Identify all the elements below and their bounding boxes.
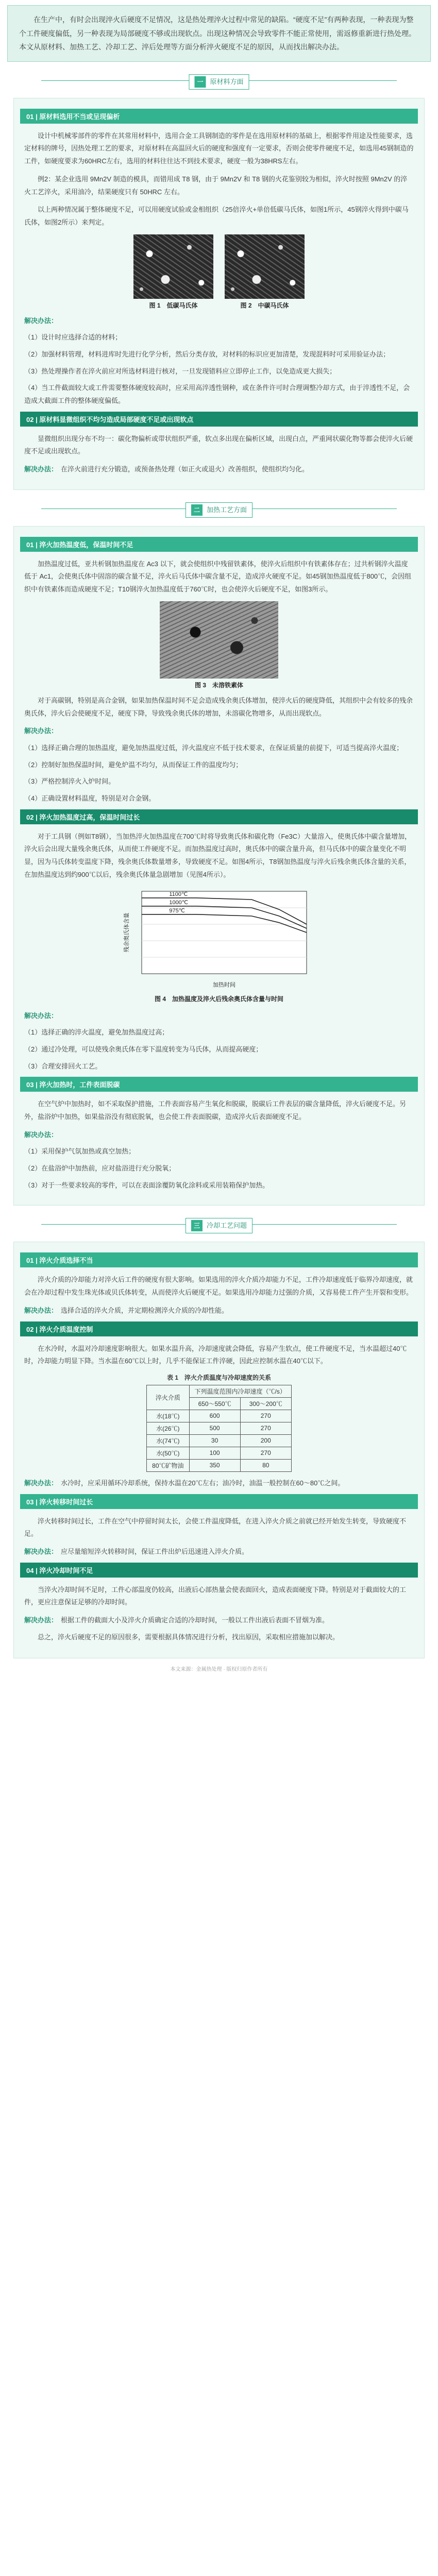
chart-caption: 图 4 加热温度及淬火后残余奥氏体含量与时间: [154, 995, 283, 1003]
solution-label: 解决办法：: [24, 1130, 58, 1139]
paragraph: 设计中机械零部件的零件在其常用材料中，选用合金工具钢制造的零件是在选用原材料的基础上，根据零件用途及性能要求，选定材料的牌号，因热处理工艺的要求，对原材料在高温回火后的硬度和强度有一定要求，否则会使零件硬度不足，如选用45钢制造的工件，如硬度要求为60HRC左右，选用的材料往往达不到技术要求，硬度一般为38HRS左右。: [24, 131, 414, 165]
subheading: 02 | 淬火加热温度过高，保温时间过长: [20, 809, 418, 824]
section-tag: [186, 1218, 252, 1233]
paragraph: 以上两种情况属于整体硬度不足，可以用硬度试验或金相组织（25倍淬火+单倍低碳马氏体，如图1所示，45钢淬火得到中碳马氏体，如图2所示）来判定。: [24, 206, 409, 226]
figure-row: [24, 601, 414, 689]
solution-item: （1）设计时应选择合适的材料；: [24, 333, 122, 342]
solution-label: 解决办法：: [24, 1479, 58, 1487]
solution-line: [24, 1304, 414, 1317]
figure: [133, 234, 213, 310]
figure: [160, 601, 278, 689]
subheading: 01 | 原材料选用不当或呈现偏析: [20, 109, 418, 124]
table-row: [147, 1422, 292, 1434]
solution-item: （4）当工件截面较大或工件需要整体硬度较高时，应采用高淬透性钢种，或在条件许可时合理调整冷却方式，由于淬透性不足，会造成大截面工件的整体硬度偏低。: [24, 384, 410, 405]
solution-item: （1）选择正确的淬火温度，避免加热温度过高；: [24, 1028, 169, 1037]
table-cell: 270: [240, 1447, 291, 1459]
section-header-2: [0, 490, 438, 526]
table-cell: 水(74℃): [147, 1434, 189, 1447]
section-header-3: [0, 1206, 438, 1242]
section-title: 加热工艺方面: [206, 505, 247, 514]
table-cell: 270: [240, 1422, 291, 1434]
table-row: [147, 1410, 292, 1422]
table-cell: 200: [240, 1434, 291, 1447]
x-axis-label: 加热时间: [213, 982, 235, 989]
solution-text: 根据工件的截面大小及淬火介质确定合适的冷却时间，一般以工件出液后表面不冒烟为准。: [61, 1616, 329, 1624]
footer-note: 本文来源：金属热处理 · 版权归原作者所有: [170, 1667, 268, 1673]
paragraph: 总之，淬火后硬度不足的原因很多，需要根据具体情况进行分析，找出原因，采取相应措施加以解决。: [38, 1633, 340, 1641]
solution-item: （3）热处理操作者在淬火前应对所选材料进行核对，一旦发现错料应立即停止工作，以免造成更大损失；: [24, 367, 336, 375]
solution-item: （3）严格控制淬火入炉时间。: [24, 777, 115, 786]
solution-label: 解决办法：: [24, 316, 58, 325]
table-header: 300～200℃: [240, 1397, 291, 1410]
table-cell: 水(26℃): [147, 1422, 189, 1434]
solution-item: （2）通过冷处理，可以使残余奥氏体在零下温度转变为马氏体，从而提高硬度；: [24, 1045, 263, 1053]
table-cell: 30: [189, 1434, 240, 1447]
table-row: [147, 1434, 292, 1447]
paragraph: 例2：某企业选用 9Mn2V 制造的模具，而错用成 T8 钢，由于 9Mn2V 和 T8 钢的火花鉴别较为相似，淬火时按照 9Mn2V 的淬火工艺淬火，采用油冷，结果硬度只有 50HRC 左右。: [24, 175, 408, 196]
subheading: 02 | 原材料显微组织不均匀造成局部硬度不足或出现软点: [20, 412, 418, 427]
paragraph: 在空气炉中加热时，如不采取保护措施，工件表面容易产生氧化和脱碳，脱碳后工件表层的碳含量降低，淬火后硬度不足。另外，盐浴炉中加热，如果盐浴没有彻底脱氧，也会使工件表面脱碳，造成淬火后表面硬度不足。: [24, 1100, 407, 1121]
table-header: 淬火介质: [147, 1385, 189, 1410]
solution-item: （3）对于一些要求较高的零件，可以在表面涂覆防氧化涂料或采用装箱保护加热。: [24, 1181, 269, 1189]
figure-caption: 图 2 中碳马氏体: [240, 301, 289, 309]
solution-text: 选择合适的淬火介质，并定期检测淬火介质的冷却性能。: [61, 1306, 229, 1314]
table-caption: 表 1 淬火介质温度与冷却速度的关系: [166, 1374, 271, 1381]
solution-label: 解决办法：: [24, 1011, 58, 1020]
table-cell: 80℃矿物油: [147, 1459, 189, 1471]
table-header: 下列温度范围内冷却速度（℃/s）: [189, 1385, 291, 1397]
solution-label: 解决办法：: [24, 1306, 58, 1314]
section-tag: [186, 502, 252, 518]
table-row: [147, 1459, 292, 1471]
figure-caption: 图 3 未溶铁素体: [194, 681, 243, 689]
table-cell: 水(18℃): [147, 1410, 189, 1422]
paragraph: 对于工具钢（例如T8钢），当加热淬火加热温度在700℃时将导致奥氏体和碳化物（Fe3C）大量溶入，使奥氏体中碳含量增加，淬火后会出现大量残余奥氏体，从而使工件硬度不足。而加热温度过高时，奥氏体中的碳含量升高，但马氏体中的碳含量变化不明显，因为马氏体转变温度下降，残余奥氏体数量增多，导致硬度不足。如图4所示，T8钢加热温度与淬火后残余奥氏体含量的关系，在加热温度达到约900℃以后，残余奥氏体量急剧增加（见图4所示）。: [24, 832, 412, 878]
series-label: 1000℃: [169, 900, 189, 906]
table-cell: 80: [240, 1459, 291, 1471]
solution-label: 解决办法：: [24, 727, 58, 735]
solution-item: （1）采用保护气氛加热或真空加热；: [24, 1147, 136, 1156]
subheading: 02 | 淬火介质温度控制: [20, 1321, 418, 1336]
solution-item: （3）合理安排回火工艺。: [24, 1062, 102, 1070]
solution-label-line: [24, 1129, 414, 1142]
solution-label-line: [24, 1010, 414, 1023]
solution-label: 解决办法：: [24, 1547, 58, 1555]
section-tag: [189, 74, 249, 90]
micrograph-image: [225, 234, 305, 299]
subheading: 04 | 淬火冷却时间不足: [20, 1563, 418, 1578]
table-cell: 100: [189, 1447, 240, 1459]
solution-text: 水冷时，应采用循环冷却系统，保持水温在20℃左右；油冷时，油温一般控制在60～80℃之间。: [61, 1479, 345, 1487]
paragraph: 当淬火冷却时间不足时，工件心部温度仍较高，出液后心部热量会使表面回火，造成表面硬度下降。特别是对于截面较大的工件，更应注意保证足够的冷却时间。: [24, 1585, 407, 1606]
section-card-2: [13, 526, 425, 1206]
solution-line: [24, 1546, 414, 1558]
section-card-1: [13, 98, 425, 490]
solution-item: （2）加强材料管理，材料进库时先进行化学分析，然后分类存放，对材料的标识应更加清楚，发现混料时可采用验证办法；: [24, 350, 390, 358]
subheading: 01 | 淬火介质选择不当: [20, 1252, 418, 1267]
series-label: 975℃: [169, 908, 186, 914]
table-header: 650～550℃: [189, 1397, 240, 1410]
series-label: 1100℃: [169, 891, 188, 898]
plot-frame: [142, 891, 307, 974]
solution-item: （2）控制好加热保温时间，避免炉温不均匀，从而保证工件的温度均匀；: [24, 760, 243, 769]
figure-row: [24, 234, 414, 310]
paragraph: 在水冷时，水温对冷却速度影响很大。如果水温升高，冷却速度就会降低，容易产生软点，使工件硬度不足，当水温超过40℃时，冷却能力明显下降。当水温在60℃以上时，几乎不能保证工件淬硬，因此应控制水温在40℃以下。: [24, 1344, 407, 1365]
table-cell: 350: [189, 1459, 240, 1471]
table-cell: 270: [240, 1410, 291, 1422]
solution-label-line: [24, 725, 414, 738]
paragraph: 显微组织出现分布不均一：碳化物偏析或带状组织严重，软点多出现在偏析区域，出现白点，严重网状碳化物等都会使淬火后硬度不足或出现软点。: [24, 434, 413, 455]
cooling-table: [146, 1385, 292, 1472]
micrograph-image: [160, 601, 278, 679]
micrograph-image: [133, 234, 213, 299]
table-cell: 水(50℃): [147, 1447, 189, 1459]
solution-text: 应尽量缩短淬火转移时间，保证工件出炉后迅速进入淬火介质。: [61, 1547, 249, 1555]
solution-line: [24, 1477, 414, 1490]
paragraph: 淬火转移时间过长，工件在空气中停留时间太长，会使工件温度降低，在进入淬火介质之前就已经开始发生转变，导致硬度不足。: [24, 1517, 407, 1538]
section-header-1: [0, 62, 438, 98]
table-cell: 600: [189, 1410, 240, 1422]
subheading: 03 | 淬火加热时，工件表面脱碳: [20, 1077, 418, 1092]
solution-item: （4）正确设置材料温度，特别是对合金钢。: [24, 794, 156, 802]
paragraph: 淬火介质的冷却能力对淬火后工件的硬度有很大影响。如果选用的淬火介质冷却能力不足，工件冷却速度低于临界冷却速度，就会在冷却过程中发生珠光体或贝氏体转变，从而使淬火后硬度不足。如果选用冷却能力过强的介质，又容易使工件产生开裂和变形。: [24, 1276, 413, 1297]
y-axis-label: 残余奥氏体含量: [124, 912, 130, 953]
subheading: 03 | 淬火转移时间过长: [20, 1494, 418, 1509]
section-title: 冷却工艺问题: [206, 1222, 247, 1230]
solution-line: [24, 1614, 414, 1627]
subheading: 01 | 淬火加热温度低，保温时间不足: [20, 537, 418, 552]
section-card-3: [13, 1242, 425, 1658]
figure-caption: 图 1 低碳马氏体: [149, 301, 198, 309]
solution-label: 解决办法：: [24, 1616, 58, 1624]
table-body: [147, 1410, 292, 1471]
section-title: 原材料方面: [210, 77, 244, 86]
paragraph: 对于高碳钢，特别是高合金钢，如果加热保温时间不足会造成残余奥氏体增加，使淬火后的硬度降低，其组织中会有较多的残余奥氏体，淬火后会使硬度不足，硬度下降，导致残余奥氏体的增加，未溶碳化物增多，从而出现软点。: [24, 696, 413, 717]
section-number: 三: [191, 1220, 203, 1231]
paragraph: 加热温度过低，亚共析钢加热温度在 Ac3 以下，就会使组织中残留铁素体，使淬火后组织中有铁素体存在；过共析钢淬火温度低于 Ac1，会使奥氏体中固溶的碳含量不足，淬火后马氏体中碳含量不足，造成淬火硬度不足。如45钢加热温度低于800℃，会因组织中有铁素体而造成硬度不足；T10钢淬火加热温度低于760℃时，也会使淬火后硬度不足，如图3所示。: [24, 560, 412, 594]
section-number: 二: [191, 504, 203, 516]
figure: [225, 234, 305, 310]
solution-item: （1）选择正确合理的加热温度，避免加热温度过低，淬火温度应不低于技术要求，在保证质量的前提下，可适当提高淬火温度；: [24, 743, 403, 752]
intro-paragraph: 在生产中，有时会出现淬火后硬度不足情况，这是热处理淬火过程中常见的缺陷。“硬度不足”有两种表现，一种表现为整个工件硬度偏低，另一种表现为局部硬度不够或出现软点。出现这种情况会导致零件不能正常使用，需返修重新进行热处理。本文从原材料、加热工艺、冷却工艺、淬后处理等方面分析淬火硬度不足的原因，从而找出解决办法。: [7, 5, 431, 62]
solution-text: 在淬火前进行充分锻造，或预备热处理（如正火或退火）改善组织，使组织均匀化。: [61, 465, 309, 473]
section-number: 一: [194, 76, 206, 88]
solution-label-line: [24, 315, 414, 328]
solution-item: （2）在盐浴炉中加热前，应对盐浴进行充分脱氧；: [24, 1164, 176, 1173]
table-row: [147, 1447, 292, 1459]
solution-line: [24, 463, 414, 476]
chart-figure: [121, 886, 317, 1004]
table-cell: 500: [189, 1422, 240, 1434]
line-chart: [121, 886, 317, 994]
solution-label: 解决办法：: [24, 465, 58, 473]
